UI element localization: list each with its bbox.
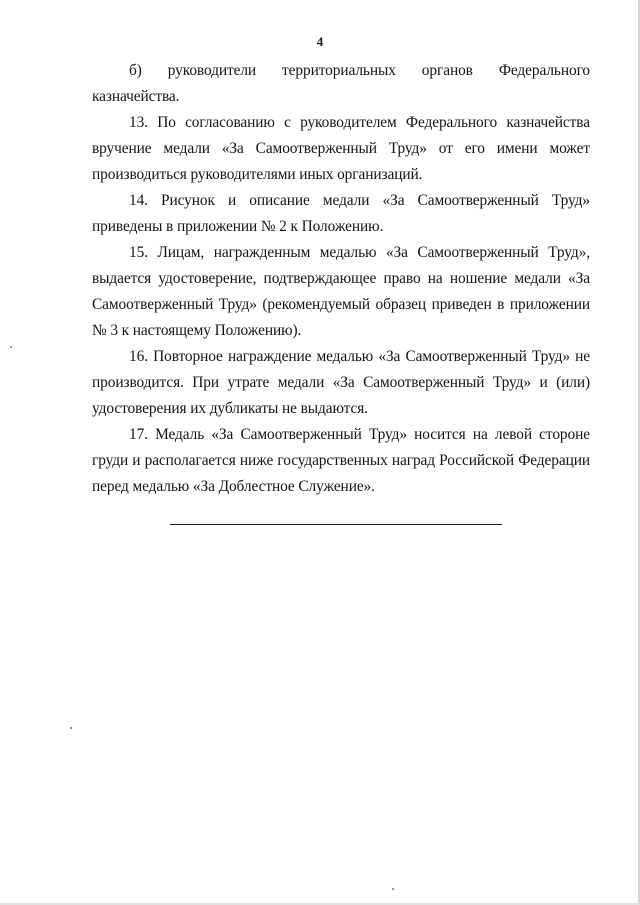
paragraph-16: 16. Повторное награждение медалью «За Самоотверженный Труд» не производится. При утрате медали «За Самоотверженный Труд» и (или) удостоверения их дубликаты не выдаются.	[92, 348, 590, 417]
page-number: 4	[316, 34, 324, 49]
paragraph-17: 17. Медаль «За Самоотверженный Труд» носится на левой стороне груди и располагается ниже государственных наград Российской Федерации перед медалью «За Доблестное Служение».	[92, 426, 590, 495]
paragraph-15: 15. Лицам, награжденным медалью «За Самоотверженный Труд», выдается удостоверение, подтверждающее право на ношение медали «За Самоотверженный Труд» (рекомендуемый образец приведен в приложении № 3 к настоящему Положению).	[92, 244, 590, 339]
scan-speck	[10, 346, 12, 348]
paragraph-13: 13. По согласованию с руководителем Федерального казначейства вручение медали «За Самоотверженный Труд» от его имени может производиться руководителями иных организаций.	[92, 114, 590, 183]
paragraph-item-b: б) руководители территориальных органов Федерального казначейства.	[92, 62, 590, 105]
paragraph-14: 14. Рисунок и описание медали «За Самоотверженный Труд» приведены в приложении № 2 к Положению.	[92, 192, 590, 235]
document-body	[92, 58, 590, 500]
end-of-text-divider	[170, 524, 502, 525]
scan-speck	[392, 888, 394, 890]
scan-speck	[70, 727, 72, 729]
